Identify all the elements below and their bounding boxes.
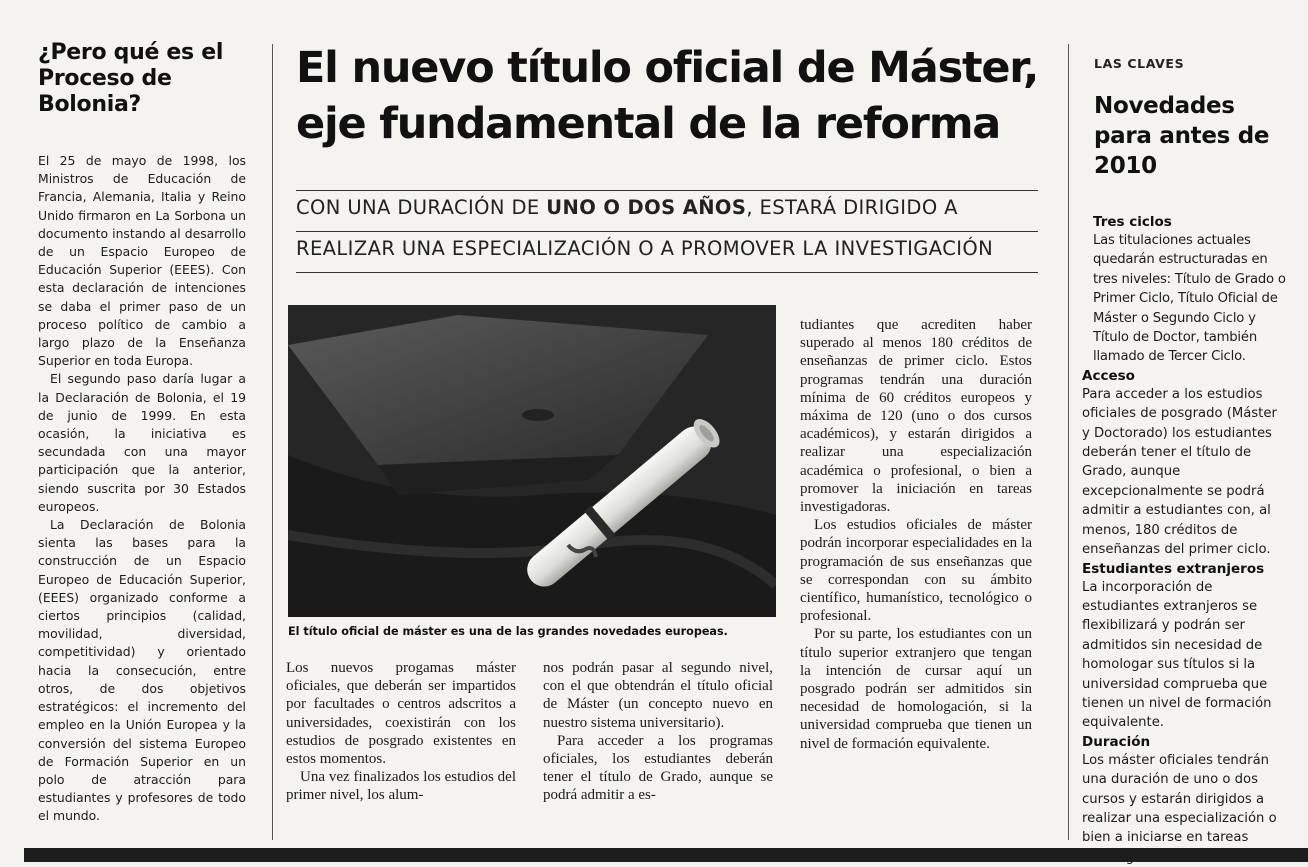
key-section-text: Los máster oficiales tendrán una duración de uno o dos cursos y estarán dirigidos a realizar una especialización o bien a iniciarse en tareas: [1082, 752, 1277, 846]
key-section-heading: Duración: [1082, 733, 1151, 750]
sidebar-heading: ¿Pero qué es el Proceso de Bolonia?: [38, 40, 224, 117]
article-headline: El nuevo título oficial de Máster, eje fundamental de la reforma: [296, 43, 1039, 149]
article-paragraph: tudiantes que acrediten haber superado al menos 180 créditos de enseñanzas de primer ciclo. Estos programas tendrán una duración mínima de 60 créditos europeos y máxima de 120 (uno o dos cursos académicos), y estarán dirigidos a realizar una especialización académica o profesional, o bien a promover la iniciación en tareas investigadoras.: [800, 317, 1032, 516]
key-section-text: Las titulaciones actuales quedarán estructuradas en tres niveles: Título de Grado o Primer Ciclo, Título Oficial de Máster o Segundo Ciclo y Título de Doctor, también llamado de Tercer Ciclo.: [1093, 233, 1286, 365]
article-column-1: [286, 659, 516, 805]
deck-line-1-post: , ESTARÁ DIRIGIDO A: [746, 196, 958, 219]
key-section: [1093, 213, 1288, 367]
article-paragraph: Para acceder a los programas oficiales, los estudiantes deberán tener el título de Grado, aunque se podrá admitir a es-: [543, 732, 773, 804]
key-section-heading: Estudiantes extranjeros: [1082, 560, 1265, 577]
column-divider-left: [272, 44, 273, 840]
sidebar-paragraph: El 25 de mayo de 1998, los Ministros de Educación de Francia, Alemania, Italia y Reino Unido firmaron en La Sorbona un documento instando al desarrollo de un Espacio Europeo de Educación Superior (EEES). Con esta declaración de intenciones se daba el primer paso de un proceso político de cambio a largo plazo de la Enseñanza Superior en toda Europa.: [38, 153, 246, 369]
article-paragraph: Los nuevos progamas máster oficiales, que deberán ser impartidos por facultades o centros adscritos a universidades, coexistirán con los estudios de posgrado existentes en estos momentos.: [286, 660, 516, 768]
key-section: [1082, 733, 1288, 867]
article-paragraph: Una vez finalizados los estudios del primer nivel, los alum-: [286, 769, 516, 804]
sidebar-paragraph: La Declaración de Bolonia sienta las bases para la construcción de un Espacio Europeo de Educación Superior, (EEES) organizado conforme a ciertos principios (calidad, movilidad, diversidad, competitividad) y orientado hacia la consecución, entre otros, de dos objetivos estratégicos: el incremento del empleo en la Unión Europea y la conversión del sistema Europeo de Formación Superior en un polo de atracción para estudiantes y profesores de todo el mundo.: [38, 517, 246, 824]
key-section-text: Para acceder a los estudios oficiales de posgrado (Máster y Doctorado) los estudiantes deberán tener el título de Grado, aunque excepcionalmente se podrá admitir a estudiantes con, al menos, 180 créditos de enseñanzas del primer ciclo.: [1082, 386, 1277, 558]
sidebar-kicker: LAS CLAVES: [1094, 56, 1185, 71]
sidebar-claves: [1082, 56, 1288, 867]
deck-bottom-rule: [296, 272, 1038, 273]
sidebar-title: Novedades para antes de 2010: [1094, 93, 1270, 179]
article-column-3: [800, 316, 1032, 753]
article-photo: [288, 305, 776, 617]
deck-line-1-bold: UNO O DOS AÑOS: [546, 196, 747, 219]
key-section: [1082, 560, 1288, 733]
key-section: [1082, 367, 1288, 560]
sidebar-paragraph: El segundo paso daría lugar a la Declaración de Bolonia, el 19 de junio de 1999. En esta ocasión, la iniciativa es secundada con una mayor participación que la anterior, siendo suscrita por 30 Estados europeos.: [38, 371, 246, 514]
sidebar-body: [38, 152, 246, 826]
deck-line-1-pre: CON UNA DURACIÓN DE: [296, 196, 547, 219]
key-section-heading: Tres ciclos: [1093, 214, 1172, 230]
key-section-text: La incorporación de estudiantes extranjeros se flexibilizará y podrán ser admitidos sin necesidad de homologar sus títulos si la universidad comprueba que tienen un nivel de formación equivalente.: [1082, 579, 1272, 731]
photo-caption: El título oficial de máster es una de las grandes novedades europeas.: [288, 625, 728, 638]
article-paragraph: nos podrán pasar al segundo nivel, con el que obtendrán el título oficial de Máster (un concepto nuevo en nuestro sistema universitario).: [543, 660, 773, 731]
deck-line-2: REALIZAR UNA ESPECIALIZACIÓN O A PROMOVER LA INVESTIGACIÓN: [296, 231, 1038, 272]
key-section-heading: Acceso: [1082, 367, 1135, 384]
article-deck: [296, 190, 1038, 273]
deck-line-1: [296, 190, 1038, 231]
article-paragraph: Los estudios oficiales de máster podrán incorporar especialidades en la programación de sus enseñanzas que se correspondan con su ámbito científico, humanístico, tecnológico o profesional.: [800, 517, 1032, 625]
article-paragraph: Por su parte, los estudiantes con un título superior extranjero que tengan la intención de cursar aquí un posgrado podrán ser admitidos sin necesidad de homologación, si la universidad comprueba que tienen un nivel de formación equivalente.: [800, 626, 1032, 752]
column-divider-right: [1068, 44, 1069, 840]
graduation-cap-diploma-image: [288, 305, 776, 617]
page-bottom-bar: [24, 848, 1308, 862]
article-column-2: [543, 659, 773, 805]
sidebar-bolonia: [38, 40, 246, 826]
